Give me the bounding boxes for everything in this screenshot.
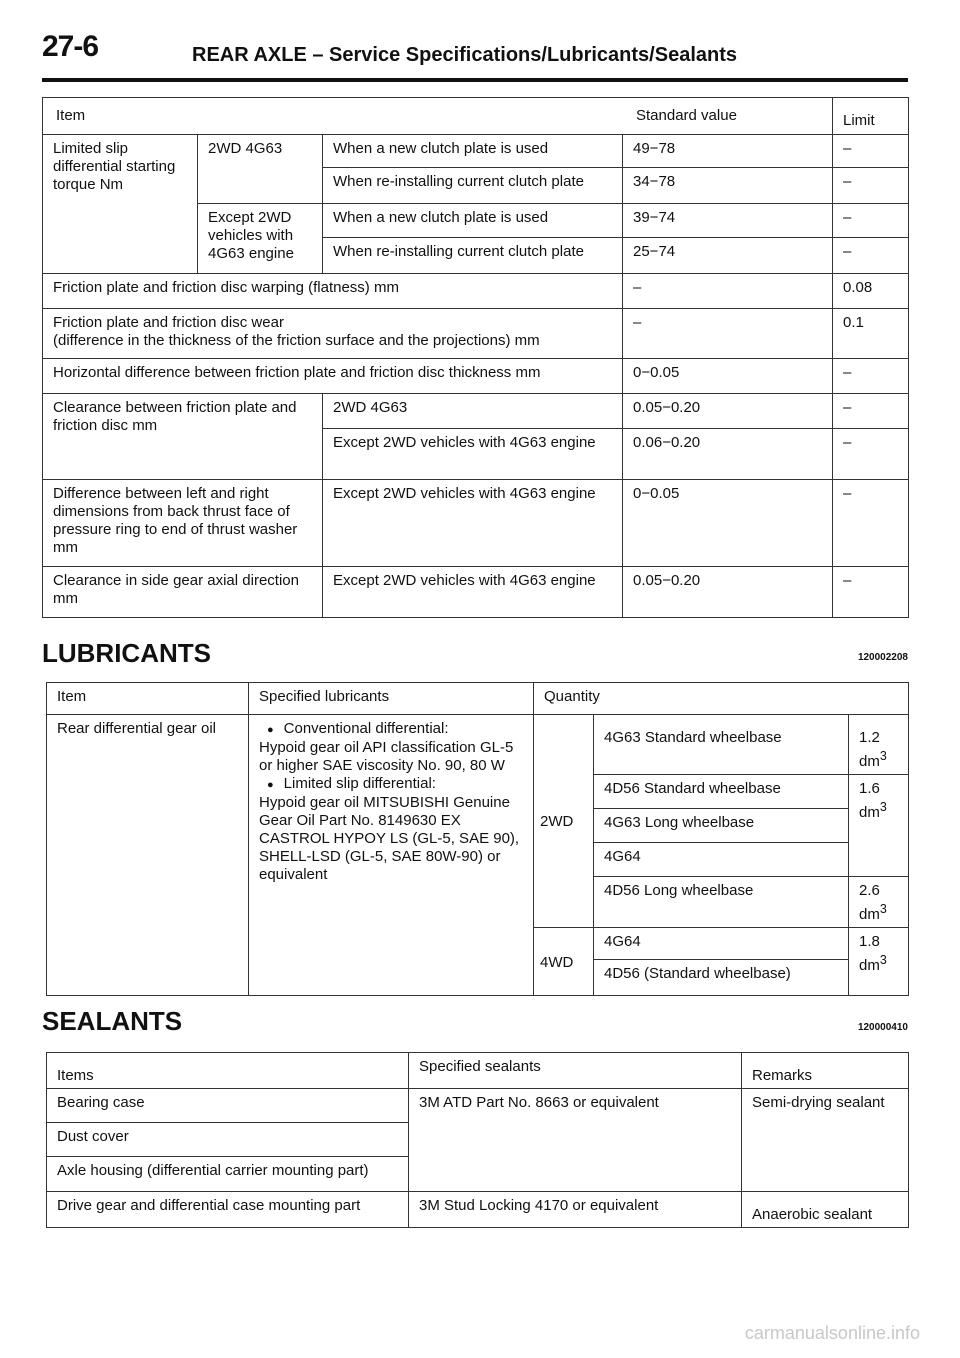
lub-col-quantity: Quantity [534, 683, 909, 715]
torque-value-2: 34−78 [623, 168, 833, 204]
limit-dash: – [833, 168, 909, 204]
torque-value-4: 25−74 [623, 238, 833, 274]
lub-col-lubricants: Specified lubricants [249, 683, 534, 715]
conventional-heading: Conventional differential: [283, 720, 449, 737]
lubricants-code: 120002208 [857, 652, 908, 663]
watermark: carmanualsonline.info [744, 1323, 920, 1343]
clearance-except-label: Except 2WD vehicles with 4G63 engine [323, 429, 623, 480]
seal-row-axle-housing: Axle housing (differential carrier mounting part) [47, 1157, 409, 1192]
page-number: 27-6 [42, 30, 99, 63]
horizontal-diff-value: 0−0.05 [623, 359, 833, 394]
limit-dash: – [833, 135, 909, 168]
page-header [42, 30, 908, 82]
seal-spec-1: 3M ATD Part No. 8663 or equivalent [409, 1089, 742, 1192]
lsd-text: Hypoid gear oil MITSUBISHI Genuine Gear Oil Part No. 8149630 EX CASTROL HYPOY LS (GL-5, SAE 90), SHELL-LSD (GL-5, SAE 80W-90) or equivalent [259, 794, 520, 883]
wear-standard: – [623, 309, 833, 359]
seal-remark-1: Semi-drying sealant [742, 1089, 909, 1192]
seal-col-items: Items [47, 1053, 409, 1089]
thrust-diff-label: Difference between left and right dimensions from back thrust face of pressure ring to end of thrust washer mm [43, 480, 323, 567]
lubricants-heading: LUBRICANTS [42, 638, 211, 668]
wear-label-line-2: (difference in the thickness of the friction surface and the projections) mm [53, 332, 540, 349]
seal-row-drive-gear: Drive gear and differential case mounting part [47, 1192, 409, 1228]
side-gear-label: Clearance in side gear axial direction mm [43, 567, 323, 618]
new-plate-label: When a new clutch plate is used [323, 135, 623, 168]
seal-row-dust-cover: Dust cover [47, 1123, 409, 1157]
qty-2wd: 2WD [534, 715, 594, 928]
thrust-diff-value: 0−0.05 [623, 480, 833, 567]
new-plate-label: When a new clutch plate is used [323, 204, 623, 238]
lub-spec-cell [249, 715, 534, 996]
qty-4g63-long: 4G63 Long wheelbase [594, 809, 849, 843]
clearance-except-value: 0.06−0.20 [623, 429, 833, 480]
thrust-diff-condition: Except 2WD vehicles with 4G63 engine [323, 480, 623, 567]
horizontal-diff-label: Horizontal difference between friction plate and friction disc thickness mm [43, 359, 623, 394]
seal-row-bearing-case: Bearing case [47, 1089, 409, 1123]
lub-col-item: Item [47, 683, 249, 715]
qty-4wd-4g64: 4G64 [594, 928, 849, 960]
seal-remark-2: Anaerobic sealant [742, 1192, 909, 1228]
side-gear-value: 0.05−0.20 [623, 567, 833, 618]
amt-1-2: 1.2 $dm^3$ [849, 715, 909, 775]
seal-spec-2: 3M Stud Locking 4170 or equivalent [409, 1192, 742, 1228]
col-item: Item [56, 107, 86, 124]
warping-limit: 0.08 [833, 274, 909, 309]
lsd-except-label: Except 2WD vehicles with 4G63 engine [198, 204, 323, 274]
sealants-heading: SEALANTS [42, 1006, 183, 1036]
limit-dash: – [833, 567, 909, 618]
warping-standard: – [623, 274, 833, 309]
sealants-table [46, 1052, 909, 1228]
lub-item: Rear differential gear oil [47, 715, 249, 996]
limit-dash: – [833, 480, 909, 567]
limit-dash: – [833, 238, 909, 274]
qty-4wd: 4WD [534, 928, 594, 996]
side-gear-condition: Except 2WD vehicles with 4G63 engine [323, 567, 623, 618]
seal-col-remarks: Remarks [742, 1053, 909, 1089]
col-limit: Limit [833, 98, 909, 135]
limit-dash: – [833, 204, 909, 238]
warping-label: Friction plate and friction disc warping (flatness) mm [43, 274, 623, 309]
qty-4g64-2wd: 4G64 [594, 843, 849, 877]
spec-header-cell [43, 98, 833, 135]
lsd-heading: Limited slip differential: [283, 775, 436, 792]
qty-4d56-std: 4D56 Standard wheelbase [594, 775, 849, 809]
qty-4g63-std: 4G63 Standard wheelbase [594, 715, 849, 775]
sealants-code: 120000410 [857, 1022, 908, 1033]
lsd-2wd-label: 2WD 4G63 [198, 135, 323, 204]
limit-dash: – [833, 394, 909, 429]
torque-value-3: 39−74 [623, 204, 833, 238]
limit-dash: – [833, 429, 909, 480]
bullet-icon: ● [267, 724, 274, 736]
page-title: REAR AXLE – Service Specifications/Lubricants/Sealants [192, 44, 737, 66]
col-standard-value: Standard value [636, 107, 737, 124]
limit-dash: – [833, 359, 909, 394]
lsd-torque-label: Limited slip differential starting torque Nm [43, 135, 198, 274]
clearance-label: Clearance between friction plate and friction disc mm [43, 394, 323, 480]
lubricants-table [46, 682, 909, 996]
wear-label-line-1: Friction plate and friction disc wear [53, 314, 284, 331]
clearance-2wd-value: 0.05−0.20 [623, 394, 833, 429]
amt-1-6: 1.6 $dm^3$ [849, 775, 909, 877]
service-spec-table [42, 97, 909, 618]
qty-4wd-4d56: 4D56 (Standard wheelbase) [594, 960, 849, 996]
amt-1-8: 1.8 $dm^3$ [849, 928, 909, 996]
conventional-text: Hypoid gear oil API classification GL-5 or higher SAE viscosity No. 90, 80 W [259, 739, 514, 774]
wear-label [43, 309, 623, 359]
reinstall-plate-label: When re-installing current clutch plate [323, 168, 623, 204]
wear-limit: 0.1 [833, 309, 909, 359]
amt-2-6: 2.6 $dm^3$ [849, 877, 909, 928]
reinstall-plate-label: When re-installing current clutch plate [323, 238, 623, 274]
clearance-2wd-label: 2WD 4G63 [323, 394, 623, 429]
qty-4d56-long: 4D56 Long wheelbase [594, 877, 849, 928]
bullet-icon: ● [267, 779, 274, 791]
seal-col-sealants: Specified sealants [409, 1053, 742, 1089]
torque-value-1: 49−78 [623, 135, 833, 168]
